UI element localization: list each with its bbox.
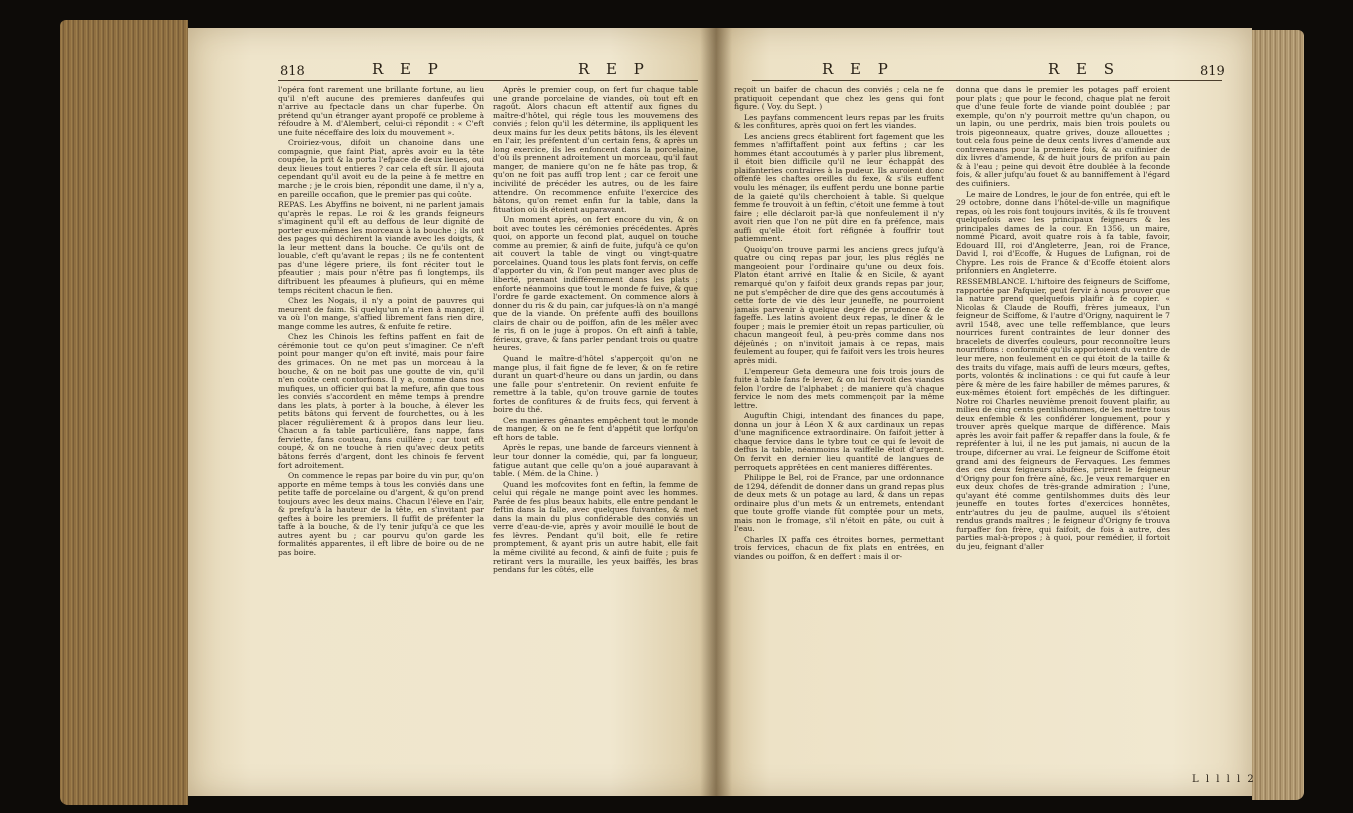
left-page-edges <box>60 20 188 805</box>
paragraph: On commence le repas par boire du vin pur, qu'on apporte en même temps à tous les conviés dans une petite taffe de porcelaine ou d'argent, & qu'on prend toujours avec les deux mains. Chacun l'éleve en l'air, & prefqu'à la hauteur de la tête, en s'invitant par geftes à boire les premiers. Il fuffit de préfenter la taffe à la bouche, & de l'y tenir jufqu'à ce que les autres ayent bu ; car pourvu qu'on garde les formalités apparentes, il eft libre de boire ou de ne pas boire. <box>278 471 484 557</box>
paragraph: Quand le maître-d'hôtel s'apperçoit qu'on ne mange plus, il fait figne de fe lever, & on fe retire durant un quart-d'heure ou dans un jardin, ou dans une falle pour s'entretenir. On revient enfuite fe remettre à la table, qu'on trouve garnie de toutes fortes de confitures & de fruits fecs, qui fervent à boire du thé. <box>493 353 698 415</box>
right-page-edges <box>1252 30 1304 800</box>
paragraph: Un moment après, on fert encore du vin, & on boit avec toutes les cérémonies précédentes. Après quoi, on apporte un fecond plat, auquel on touche comme au premier, & ainfi de fuite, jufqu'à ce qu'on ait couvert la table de vingt ou vingt-quatre porcelaines. Quand tous les plats font fervis, on ceffe d'apporter du vin, & l'on peut manger avec plus de liberté, prenant indifféremment dans les plats ; enforte néanmoins que tout le monde fe fuive, & que l'ordre fe garde exactement. On commence alors à donner du ris & du pain, car jufques-là on n'a mangé que de la viande. On préfente auffi des bouillons clairs de chair ou de poiffon, afin de les mêler avec le ris, fi on le juge à propos. On eft ainfi à table, férieux, grave, & fans parler pendant trois ou quatre heures. <box>493 215 698 353</box>
right-page-column-1 <box>734 86 944 772</box>
entry-ressemblance: RESSEMBLANCE. L'hiftoire des feigneurs de Sciffome, rapportée par Pafquier, peut fervir à nous prouver que la nature prend quelquefois plaifir à fe copier. « Nicolas & Claude de Rouffi, frères jumeaux, l'un feigneur de Sciffome, & l'autre d'Origny, naquirent le 7 avril 1548, avec une telle reffemblance, que leurs nourrices furent contraintes de leur donner des bracelets de diverfes couleurs, pour reconnoître leurs nourriffons : conformité qu'ils apportoient du ventre de leur mere, non feulement en ce qui étoit de la taille & des traits du vifage, mais auffi de leurs mœurs, geftes, ports, volontés & inclinations : ce qui fut caufe à leur père & mère de les faire habiller de mêmes parures, & eux-mêmes étoient fort empêchés de les diftinguer. Notre roi Charles neuvième prenoit fouvent plaifir, au milieu de cinq cents gentilshommes, de les mettre tous deux enfemble & les confidérer longuement, pour y trouver après quelque marque de différence. Mais après les avoir fait paffer & repaffer dans la foule, & fe repréfenter à lui, il ne les put jamais, ni aucun de la troupe, difcerner au vrai. Le feigneur de Sciffome étoit grand ami des feigneurs de Fervaques. Les femmes des ces deux feigneurs abufées, prirent le feigneur d'Origny pour fon frère aîné, &c. Je veux remarquer en eux deux chofes de très-grande admiration ; l'une, qu'ayant été comme gentilshommes duits dès leur jeuneffe en toutes fortes d'exercices honnêtes, entr'autres du jeu de paulme, auquel ils s'étoient rendus grands maîtres ; le feigneur d'Origny fe trouva furpaffer fon frère, qui faifoit, de fois à autre, des parties mal-à-propos ; à quoi, pour remédier, il fortoit du jeu, feignant d'aller <box>956 277 1170 551</box>
paragraph: Auguftin Chigi, intendant des finances du pape, donna un jour à Léon X & aux cardinaux un repas d'une magnificence extraordinaire. On faifoit jetter à chaque fervice dans le tybre tout ce qui fe levoit de deffus la table, néanmoins la vaiffelle étoit d'argent. On fervit en dernier lieu quantité de langues de perroquets apprêtées en cent manieres différentes. <box>734 411 944 472</box>
paragraph: Après le premier coup, on fert fur chaque table une grande porcelaine de viandes, où tout eft en ragoût. Alors chacun eft attentif aux fignes du maître-d'hôtel, qui régle tous les mouvemens des conviés ; felon qu'il les détermine, ils appliquent les deux mains fur les deux petits bâtons, ils les élevent en l'air, les préfentent d'un certain fens, & après un long exercice, ils les enfoncent dans la porcelaine, d'où ils prennent adroitement un morceau, qu'il faut manger, de maniere qu'on ne fe hâte pas trop, & qu'on ne foit pas auffi trop lent ; car ce feroit une incivilité de précéder les autres, ou de les faire attendre. On recommence enfuite l'exercice des bâtons, qu'on remet enfin fur la table, dans la fituation où ils étoient auparavant. <box>493 86 698 214</box>
left-page-number: 818 <box>280 64 305 79</box>
book-gutter <box>700 28 732 796</box>
paragraph: l'opéra font rarement une brillante fortune, au lieu qu'il n'eft aucune des premieres danfeufes qui n'arrive au fpectacle dans un char fuperbe. On prétend qu'un étranger ayant propofé ce probleme à réfoudre à M. d'Alembert, celui-ci répondit : « C'eft une fuite néceffaire des loix du mouvement ». <box>278 86 484 137</box>
right-page-column-2 <box>956 86 1170 772</box>
left-header-left: R E P <box>372 60 444 78</box>
left-header-rule <box>278 80 698 81</box>
signature-mark: L l l l l 2 <box>1192 774 1256 785</box>
paragraph: Après le repas, une bande de farceurs viennent à leur tour donner la comédie, qui, par fa longueur, fatigue autant que celle qu'on a joué auparavant à table. ( Mém. de la Chine. ) <box>493 443 698 479</box>
paragraph: donna que dans le premier les potages paff eroient pour plats ; que pour le fecond, chaque plat ne feroit que d'une feule forte de viande point doublée ; par exemple, qu'on n'y pourroit mettre qu'un chapon, ou un lapin, ou une perdrix, mais bien trois poulets ou trois pigeonneaux, quatre grives, douze allouettes ; tout cela fous peine de deux cents livres d'amende aux contrevenans pour la premiere fois, & au cuifinier de dix livres d'amende, & de huit jours de prifon au pain & à l'eau ; peine qui devoit être doublée à la feconde fois, & aller jufqu'au fouet & au banniffement à l'égard des cuifiniers. <box>956 86 1170 189</box>
paragraph: Philippe le Bel, roi de France, par une ordonnance de 1294, défendit de donner dans un grand repas plus de deux mets & un potage au lard, & dans un repas ordinaire plus d'un mets & un entremets, entendant que toute groffe viande fût comptée pour un mets, mais non le fromage, s'il n'étoit en pâte, ou cuit à l'eau. <box>734 473 944 534</box>
paragraph: Quoiqu'on trouve parmi les anciens grecs jufqu'à quatre ou cinq repas par jour, les plus réglés ne mangeoient pour l'ordinaire qu'une ou deux fois. Platon étant arrivé en Italie & en Sicile, & ayant remarqué qu'on y faifoit deux grands repas par jour, ne put s'empêcher de dire que des gens accoutumés à cette forte de vie dès leur jeuneffe, ne pourroient jamais parvenir à quelque degré de prudence & de fageffe. Les latins avoient deux repas, le dîner & le fouper ; mais le premier étoit un repas particulier, où chacun mangeoit feul, à peu-près comme dans nos déjeûnés ; on n'invitoit jamais à ce repas, mais feulement au fouper, qui fe faifoit vers les trois heures après midi. <box>734 244 944 365</box>
paragraph: Les anciens grecs établirent fort fagement que les femmes n'affiftaffent point aux feftins ; car les hommes étant accoutumés à y parler plus librement, il étoit bien difficile qu'il ne leur échappât des plaifanteries contraires à la pudeur. Ils auroient donc offenfé les chaftes oreilles du fexe, & s'ils euffent voulu les ménager, ils euffent perdu une bonne partie de la gaieté qu'ils cherchoient à table. Si quelque femme fe trouvoit à un feftin, c'étoit une femme à tout faire ; elle déclaroit par-là que nonfeulement il n'y avoit rien que l'on ne pût dire en fa préfence, mais auffi qu'elle étoit fort réfignée à fouffrir tout patiemment. <box>734 131 944 244</box>
paragraph: reçoit un baifer de chacun des conviés ; cela ne fe pratiquoit cependant que chez les gens qui font figure. ( Voy. du Sept. ) <box>734 86 944 112</box>
right-header-left: R E P <box>822 60 894 78</box>
right-header-rule <box>752 80 1222 81</box>
paragraph: Charles IX paffa ces étroites bornes, permettant trois fervices, chacun de fix plats en entrées, en viandes ou poiffon, & en deffert : mais il or- <box>734 534 944 561</box>
paragraph: Ces manieres gênantes empêchent tout le monde de manger, & on ne fe fent d'appétit que lorfqu'on eft hors de table. <box>493 415 698 442</box>
paragraph: Quand les mofcovites font en feftin, la femme de celui qui régale ne mange point avec les hommes. Parée de fes plus beaux habits, elle entre pendant le feftin dans la falle, avec quelques fuivantes, & met dans la main du plus confidérable des conviés un verre d'eau-de-vie, après y avoir mouillé le bout de fes lèvres. Pendant qu'il boit, elle fe retire promptement, & ayant pris un autre habit, elle fait la même civilité au fecond, & ainfi de fuite ; puis fe retirant vers la muraille, les yeux baiffés, les bras pendans fur les côtés, elle <box>493 479 698 575</box>
left-page-column-1 <box>278 86 484 772</box>
paragraph: Chez les Chinois les feftins paffent en fait de cérémonie tout ce qu'on peut s'imaginer. Ce n'eft point pour manger qu'on eft invité, mais pour faire des grimaces. On ne met pas un morceau à la bouche, & on ne boit pas une goutte de vin, qu'il n'en coûte cent contorfions. Il y a, comme dans nos mufiques, un officier qui bat la mefure, afin que tous les conviés s'accordent en même temps à prendre dans les plats, à porter à la bouche, à élever les petits bâtons qui fervent de fourchettes, ou à les placer régulièrement & à propos dans leur lieu. Chacun a fa table particulière, fans nappe, fans ferviette, fans couteau, fans cuillère ; car tout eft coupé, & on ne touche à rien qu'avec deux petits bâtons ferrés d'argent, dont les chinois fe fervent fort adroitement. <box>278 332 484 470</box>
left-header-right: R E P <box>578 60 650 78</box>
right-header-right: R E S <box>1048 60 1121 78</box>
entry-repas: REPAS. Les Abyffins ne boivent, ni ne parlent jamais qu'après le repas. Le roi & les grands feigneurs s'imaginent qu'il eft au deffous de leur dignité de porter eux-mêmes les morceaux à la bouche ; ils ont des pages qui déchirent la viande avec les doigts, & la leur mettent dans la bouche. Ce qu'ils ont de louable, c'eft qu'avant le repas ; ils ne fe contentent pas d'une légere priere, ils font réciter tout le pfeautier ; mais pour n'être pas fi longtemps, ils diftribuent les pfeaumes à plufieurs, qui en même temps récitent chacun le fien. <box>278 200 484 295</box>
paragraph: Croiriez-vous, difoit un chanoine dans une compagnie, que faint Piat, après avoir eu la tête coupée, la prit & la porta l'efpace de deux lieues, oui deux lieues tout entieres ? car cela eft sûr. Il ajouta cependant qu'il avoit eu de la peine à fe mettre en marche ; je le crois bien, répondit une dame, il n'y a, en pareille occafion, que le premier pas qui coûte. <box>278 138 484 199</box>
paragraph: L'empereur Geta demeura une fois trois jours de fuite à table fans fe lever, & on lui fervoit des viandes felon l'ordre de l'alphabet ; de maniere qu'à chaque fervice le nom des mets commençoit par la même lettre. <box>734 366 944 410</box>
paragraph: Le maire de Londres, le jour de fon entrée, qui eft le 29 octobre, donne dans l'hôtel-de-ville un magnifique repas, où les rois font toujours invités, & ils fe trouvent quelquefois avec les principaux feigneurs & les principales dames de la cour. En 1356, un maire, nommé Picard, avoit quatre rois à fa table, favoir, Edouard III, roi d'Angleterre, Jean, roi de France, David I, roi d'Ecoffe, & Hugues de Lufignan, roi de Chypre. Les rois de France & d'Ecoffe étoient alors prifonniers en Angleterre. <box>956 189 1170 276</box>
left-page-column-2 <box>493 86 698 772</box>
paragraph: Les payfans commencent leurs repas par les fruits & les confitures, après quoi on fert les viandes. <box>734 112 944 131</box>
paragraph: Chez les Nogais, il n'y a point de pauvres qui meurent de faim. Si quelqu'un n'a rien à manger, il va où l'on mange, s'affied librement fans rien dire, mange comme les autres, & enfuite fe retire. <box>278 296 484 331</box>
right-page-number: 819 <box>1200 64 1225 79</box>
